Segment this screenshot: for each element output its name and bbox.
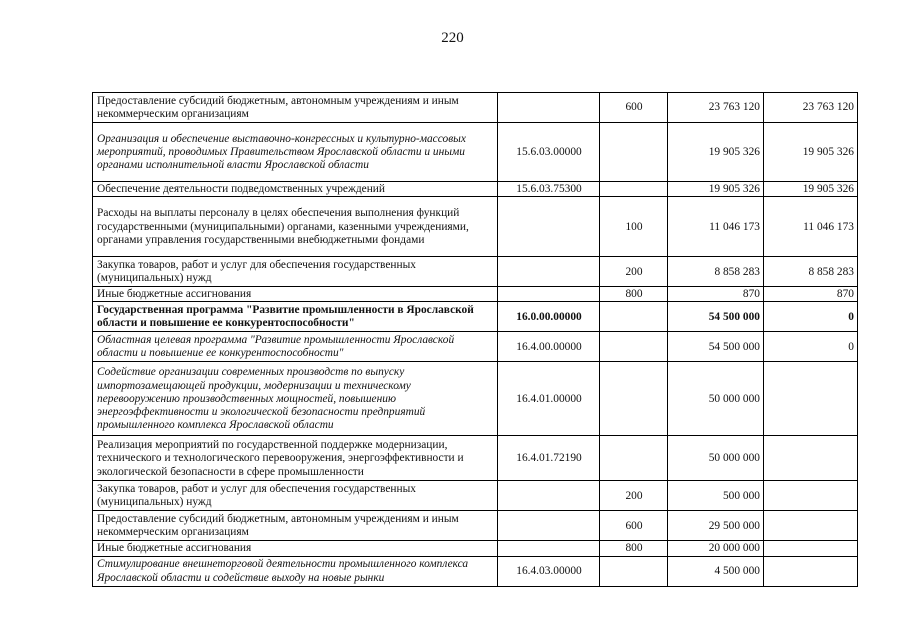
table-row <box>93 332 858 362</box>
table-row <box>93 541 858 556</box>
row-expense-type <box>600 302 668 332</box>
row-value-2 <box>764 362 858 436</box>
table-row <box>93 197 858 257</box>
row-expense-type: 100 <box>600 197 668 257</box>
row-value-2: 11 046 173 <box>764 197 858 257</box>
budget-table-body <box>93 93 858 587</box>
row-name: Иные бюджетные ассигнования <box>93 541 498 556</box>
row-value-2 <box>764 511 858 541</box>
row-value-1: 29 500 000 <box>668 511 764 541</box>
row-name: Предоставление субсидий бюджетным, автономным учреждениям и иным некоммерческим организациям <box>93 93 498 123</box>
row-value-1: 19 905 326 <box>668 182 764 197</box>
table-row <box>93 287 858 302</box>
table-row <box>93 436 858 481</box>
row-name: Расходы на выплаты персоналу в целях обеспечения выполнения функций государственными (муниципальными) органами, казенными учреждениями, органами управления государственными внебюджетными фондами <box>93 197 498 257</box>
row-value-1: 54 500 000 <box>668 332 764 362</box>
row-code <box>498 541 600 556</box>
row-value-2: 23 763 120 <box>764 93 858 123</box>
row-name: Закупка товаров, работ и услуг для обеспечения государственных (муниципальных) нужд <box>93 257 498 287</box>
row-value-1: 8 858 283 <box>668 257 764 287</box>
row-expense-type <box>600 182 668 197</box>
row-value-1: 4 500 000 <box>668 556 764 586</box>
row-expense-type: 800 <box>600 541 668 556</box>
row-code: 15.6.03.75300 <box>498 182 600 197</box>
table-row <box>93 257 858 287</box>
row-value-1: 23 763 120 <box>668 93 764 123</box>
row-value-1: 20 000 000 <box>668 541 764 556</box>
table-row <box>93 93 858 123</box>
row-value-2: 19 905 326 <box>764 123 858 182</box>
page-number: 220 <box>441 30 464 46</box>
row-name: Содействие организации современных производств по выпуску импортозамещающей продукции, модернизации и техническому перевооружению производственных мощностей, повышению энергоэффективности и экологической безопасности предприятий промышленного комплекса Ярославской области <box>93 362 498 436</box>
row-expense-type <box>600 332 668 362</box>
row-name: Государственная программа "Развитие промышленности в Ярославской области и повышение ее конкурентоспособности" <box>93 302 498 332</box>
row-expense-type <box>600 123 668 182</box>
row-name: Областная целевая программа "Развитие промышленности Ярославской области и повышение ее конкурентоспособности" <box>93 332 498 362</box>
row-code <box>498 257 600 287</box>
row-value-2: 19 905 326 <box>764 182 858 197</box>
row-code <box>498 511 600 541</box>
row-code: 15.6.03.00000 <box>498 123 600 182</box>
row-value-2 <box>764 541 858 556</box>
row-value-1: 19 905 326 <box>668 123 764 182</box>
row-value-1: 50 000 000 <box>668 362 764 436</box>
row-expense-type <box>600 556 668 586</box>
table-row <box>93 511 858 541</box>
row-value-1: 54 500 000 <box>668 302 764 332</box>
row-value-2: 0 <box>764 332 858 362</box>
row-code: 16.4.01.72190 <box>498 436 600 481</box>
table-row <box>93 302 858 332</box>
row-code: 16.4.03.00000 <box>498 556 600 586</box>
table-row <box>93 362 858 436</box>
row-name: Обеспечение деятельности подведомственных учреждений <box>93 182 498 197</box>
row-code <box>498 93 600 123</box>
table-row <box>93 556 858 586</box>
row-value-2 <box>764 436 858 481</box>
row-value-2 <box>764 556 858 586</box>
table-row <box>93 481 858 511</box>
row-value-2: 870 <box>764 287 858 302</box>
row-expense-type <box>600 436 668 481</box>
row-value-2 <box>764 481 858 511</box>
row-expense-type: 200 <box>600 257 668 287</box>
row-code: 16.4.01.00000 <box>498 362 600 436</box>
row-expense-type: 600 <box>600 511 668 541</box>
row-expense-type: 800 <box>600 287 668 302</box>
row-code <box>498 287 600 302</box>
row-code: 16.4.00.00000 <box>498 332 600 362</box>
table-row <box>93 123 858 182</box>
row-value-1: 11 046 173 <box>668 197 764 257</box>
table-row <box>93 182 858 197</box>
row-name: Организация и обеспечение выставочно-конгрессных и культурно-массовых мероприятий, проводимых Правительством Ярославской области и иными органами исполнительной власти Ярославской области <box>93 123 498 182</box>
row-code <box>498 481 600 511</box>
row-value-1: 500 000 <box>668 481 764 511</box>
row-name: Реализация мероприятий по государственной поддержке модернизации, технического и технологического перевооружения, энергоэффективности и экологической безопасности в сфере промышленности <box>93 436 498 481</box>
row-name: Иные бюджетные ассигнования <box>93 287 498 302</box>
row-expense-type: 600 <box>600 93 668 123</box>
row-value-1: 870 <box>668 287 764 302</box>
row-name: Закупка товаров, работ и услуг для обеспечения государственных (муниципальных) нужд <box>93 481 498 511</box>
row-name: Предоставление субсидий бюджетным, автономным учреждениям и иным некоммерческим организациям <box>93 511 498 541</box>
row-code: 16.0.00.00000 <box>498 302 600 332</box>
row-code <box>498 197 600 257</box>
row-value-2: 0 <box>764 302 858 332</box>
row-value-2: 8 858 283 <box>764 257 858 287</box>
row-value-1: 50 000 000 <box>668 436 764 481</box>
row-name: Стимулирование внешнеторговой деятельности промышленного комплекса Ярославской области и содействие выходу на новые рынки <box>93 556 498 586</box>
budget-table <box>92 92 858 587</box>
row-expense-type: 200 <box>600 481 668 511</box>
row-expense-type <box>600 362 668 436</box>
